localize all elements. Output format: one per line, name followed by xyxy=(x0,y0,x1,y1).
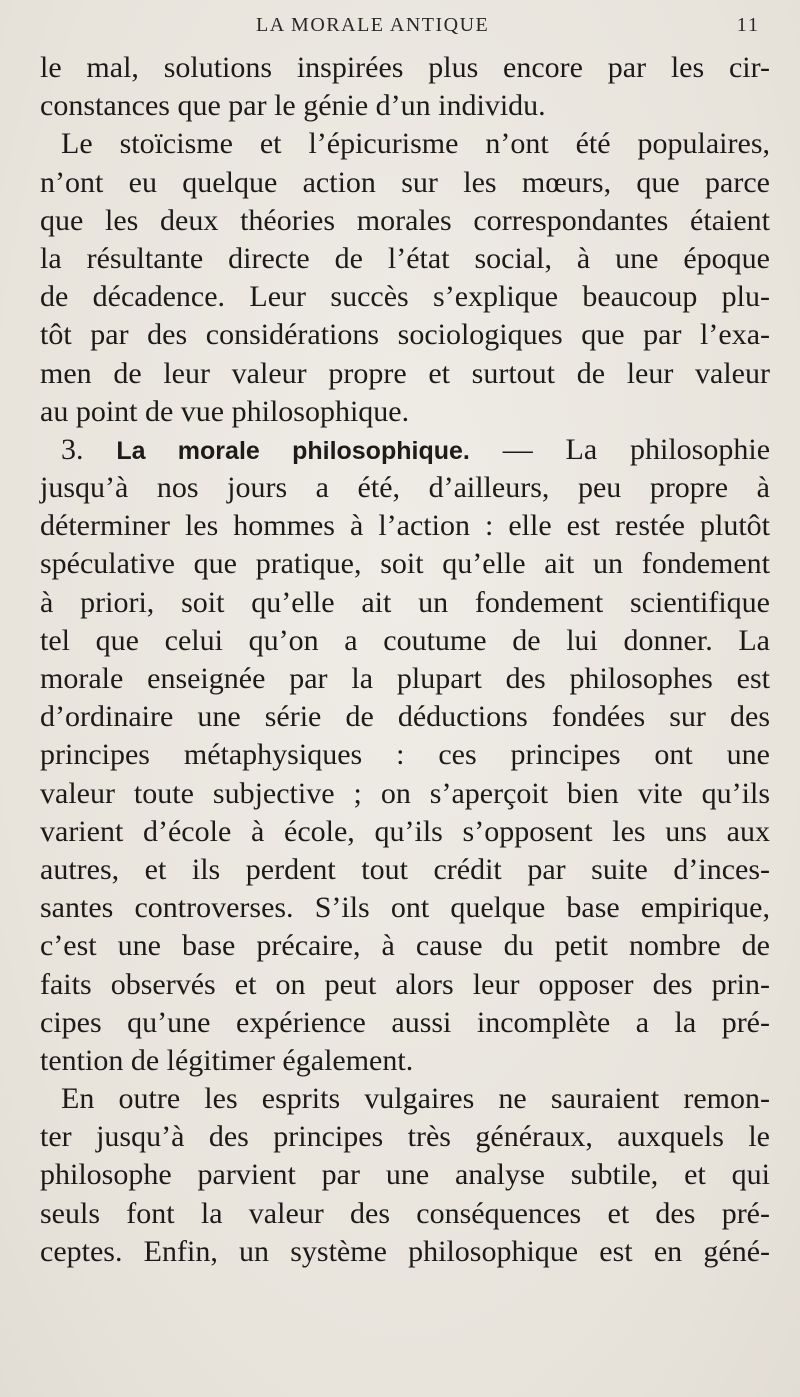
section-heading-line xyxy=(40,431,770,469)
text-line: de décadence. Leur succès s’explique beaucoup plu- xyxy=(40,280,770,314)
text-line: men de leur valeur propre et surtout de leur valeur xyxy=(40,356,770,390)
text-line: faits observés et on peut alors leur opposer des prin- xyxy=(40,967,770,1001)
text-line: valeur toute subjective ; on s’aperçoit bien vite qu’ils xyxy=(40,776,770,810)
text-line: philosophe parvient par une analyse subtile, et qui xyxy=(40,1158,770,1192)
page-number: 11 xyxy=(736,14,760,36)
text-line: tôt par des considérations sociologiques que par l’exa- xyxy=(40,318,770,352)
text-line: d’ordinaire une série de déductions fondées sur des xyxy=(40,700,770,734)
section-title: La morale philosophique. xyxy=(116,436,470,465)
text-line: En outre les esprits vulgaires ne sauraient remon- xyxy=(61,1082,770,1116)
text-line: ceptes. Enfin, un système philosophique est en géné- xyxy=(40,1234,770,1268)
text-line: déterminer les hommes à l’action : elle est restée plutôt xyxy=(40,509,770,543)
text-line: varient d’école à école, qu’ils s’opposent les uns aux xyxy=(40,814,770,848)
running-header xyxy=(0,14,800,44)
text-line: principes métaphysiques : ces principes ont une xyxy=(40,738,770,772)
text-line: à priori, soit qu’elle ait un fondement scientifique xyxy=(40,585,770,619)
text-line: spéculative que pratique, soit qu’elle ait un fondement xyxy=(40,547,770,581)
text-line: tention de légitimer également. xyxy=(40,1043,414,1077)
text-line: ter jusqu’à des principes très généraux, auxquels le xyxy=(40,1120,770,1154)
text-line: cipes qu’une expérience aussi incomplète a la pré- xyxy=(40,1005,770,1039)
text-line: la résultante directe de l’état social, à une époque xyxy=(40,241,770,275)
text-line: morale enseignée par la plupart des philosophes est xyxy=(40,662,770,695)
section-first-line-rest: — La philosophie xyxy=(502,432,771,466)
text-line: constances que par le génie d’un individu. xyxy=(40,89,546,123)
text-line: autres, et ils perdent tout crédit par suite d’inces- xyxy=(40,852,770,886)
body-text xyxy=(40,49,770,1271)
text-line: tel que celui qu’on a coutume de lui donner. La xyxy=(40,623,770,657)
text-line: c’est une base précaire, à cause du petit nombre de xyxy=(40,929,770,963)
running-title: LA MORALE ANTIQUE xyxy=(256,14,490,36)
text-line: au point de vue philosophique. xyxy=(40,394,410,428)
text-line: santes controverses. S’ils ont quelque base empirique, xyxy=(40,891,770,925)
text-line: le mal, solutions inspirées plus encore par les cir- xyxy=(40,51,770,84)
text-line: Le stoïcisme et l’épicurisme n’ont été populaires, xyxy=(61,127,770,161)
section-number: 3. xyxy=(61,432,84,466)
text-line: jusqu’à nos jours a été, d’ailleurs, peu propre à xyxy=(40,471,770,505)
text-line: seuls font la valeur des conséquences et des pré- xyxy=(40,1196,770,1230)
text-line: n’ont eu quelque action sur les mœurs, que parce xyxy=(40,165,770,199)
text-line: que les deux théories morales correspondantes étaient xyxy=(40,203,770,237)
